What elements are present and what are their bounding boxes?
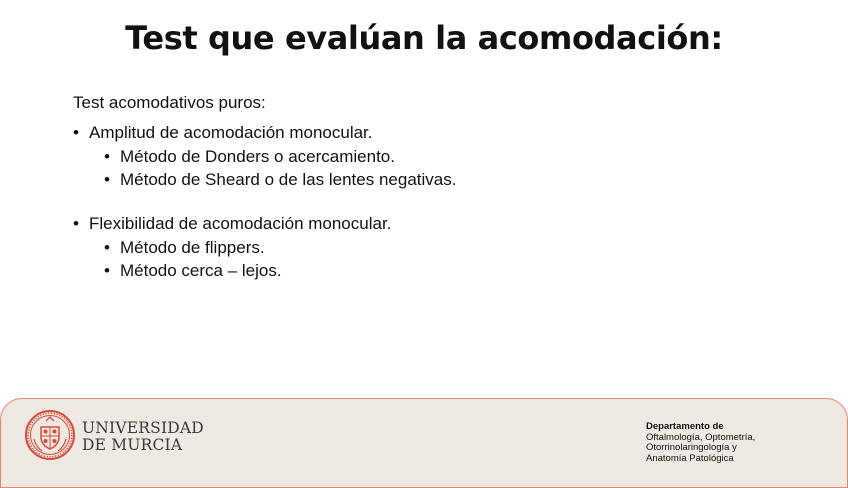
footer-bar [0, 398, 848, 488]
intro-text: Test acomodativos puros: [73, 93, 266, 112]
department-line: Otorrinolaringología y [646, 442, 737, 453]
sub-bullet-text: Método cerca – lejos. [120, 261, 282, 280]
department-title: Departamento de [646, 421, 724, 432]
bullet-marker: • [104, 261, 110, 280]
department-line: Oftalmología, Optometría, [646, 431, 756, 443]
bullet-text: Flexibilidad de acomodación monocular. [89, 214, 392, 233]
bullet-item [73, 122, 773, 144]
section-amplitude [73, 122, 773, 191]
sub-list [73, 145, 773, 191]
department-line: Anatomía Patológica [646, 452, 734, 464]
bullet-text: Amplitud de acomodación monocular. [89, 123, 373, 142]
sub-bullet-text: Método de Donders o acercamiento. [120, 147, 395, 166]
bullet-item [73, 213, 773, 235]
sub-list [73, 236, 773, 282]
slide-content [73, 92, 773, 304]
university-seal-icon [24, 409, 76, 461]
university-name [82, 420, 204, 454]
sub-bullet-item [73, 236, 773, 259]
sub-bullet-item [73, 145, 773, 168]
university-name-line-2: DE MURCIA [82, 436, 183, 454]
sub-bullet-item [73, 259, 773, 282]
sub-bullet-text: Método de flippers. [120, 238, 265, 257]
department-info [646, 422, 846, 464]
bullet-marker: • [73, 214, 79, 233]
section-flexibility [73, 213, 773, 282]
sub-bullet-text: Método de Sheard o de las lentes negativas. [120, 170, 457, 189]
slide-title: Test que evalúan la acomodación: [125, 19, 723, 57]
bullet-marker: • [104, 170, 110, 189]
sub-bullet-item [73, 168, 773, 191]
bullet-marker: • [73, 123, 79, 142]
university-name-line-1: UNIVERSIDAD [82, 419, 204, 437]
bullet-marker: • [104, 238, 110, 257]
bullet-marker: • [104, 147, 110, 166]
